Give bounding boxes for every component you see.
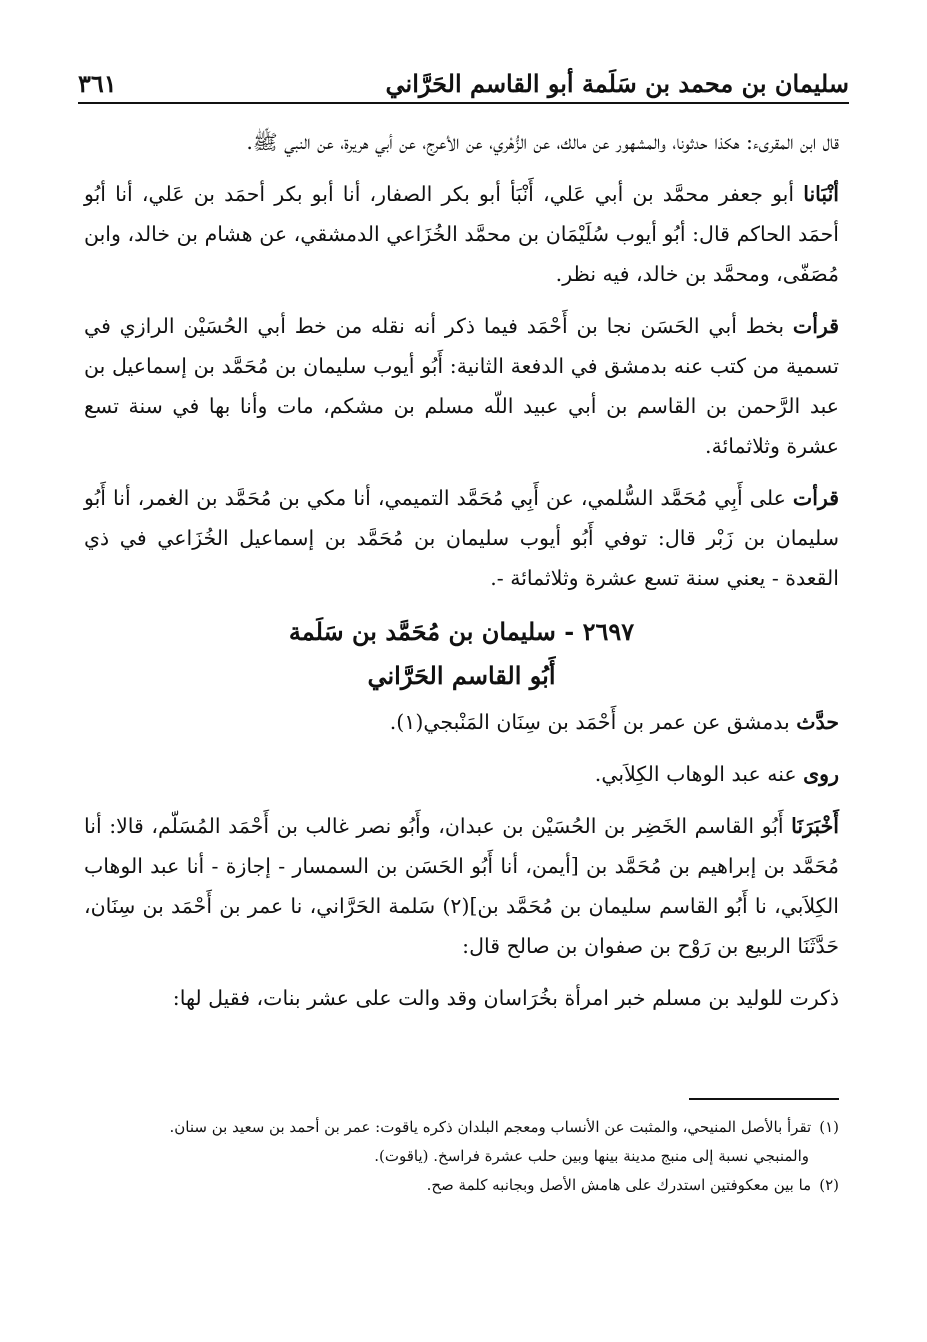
paragraph-text: أبو جعفر محمَّد بن أبي عَلي، أَنْبَأ أبو بكر الصفار، أنا أبو بكر أحمَد بن عَلي، أنا أبُو أحمَد الحاكم قال: أبُو أيوب سُلَيْمَان بن محمَّد الخُزَاعي الدمشقي، عن هشام بن خالد، وابن مُصَفّى، ومحمَّد بن خالد، فيه نظر. [84,182,839,286]
footnote-2 [84,1172,839,1199]
paragraph-text: بخط أبي الحَسَن نجا بن أَحْمَد فيما ذكر أنه نقله من خط أبي الحُسَيْن الرازي في تسمية من كتب عنه بدمشق في الدفعة الثانية: أَبُو أيوب سليمان بن مُحَمَّد بن إسماعيل بن عبد الرَّحمن بن القاسم بن أبي عبيد اللّه مسلم بن مشكم، مات وأنا بها في سنة تسع عشرة وثلاثمائة. [84,314,839,458]
footnote-text: تقرأ بالأصل المنيحي، والمثبت عن الأنساب ومعجم البلدان ذكره ياقوت: عمر بن أحمد بن سعيد بن سنان. [169,1118,812,1136]
paragraph-text-continued: (٢) سَلمة الحَرَّاني، نا عمر بن أَحْمَد بن سِنَان، حَدَّثَنَا الربيع بن رَوْح بن صفوان بن صالح قال: [84,894,839,958]
paragraph-4 [84,478,839,598]
footnote-text: ما بين معكوفتين استدرك على هامش الأصل وبجانبه كلمة صح. [426,1176,812,1194]
entry-paragraph-1 [84,702,839,742]
main-text [84,122,839,1030]
paragraph-2 [84,174,839,294]
footnote-divider [689,1098,839,1100]
paragraph-1 [84,122,839,162]
entry-paragraph-4 [84,978,839,1018]
page-header [78,58,849,104]
paragraph-text: على أَبِي مُحَمَّد السُّلمي، عن أَبِي مُحَمَّد التميمي، أنا مكي بن مُحَمَّد بن الغمر، أنا أَبُو سليمان بن زَبْر قال: توفي أَبُو أيوب سليمان بن مُحَمَّد بن إسماعيل الخُزَاعي في ذي القعدة - يعني سنة تسع عشرة وثلاثمائة -. [84,486,839,590]
footnote-text: والمنبجي نسبة إلى منبج مدينة بينها وبين حلب عشرة فراسخ. (ياقوت). [374,1147,809,1165]
paragraph-lead: حدَّث [796,710,839,734]
footnotes [84,1098,839,1201]
paragraph-text: ذكرت للوليد بن مسلم خبر امرأة بخُرَاسان وقد والت على عشر بنات، فقيل لها: [172,986,839,1010]
paragraph-text: قال ابن المقرىء: هكذا حدثونا، والمشهور عن مالك، عن الزُّهْري، عن الأعرج، عن أبي هريرة، عن النبي ﷺ. [246,130,839,154]
footnote-ref: (١). [389,710,424,734]
paragraph-lead: قرأت [792,486,839,510]
entry-paragraph-3 [84,806,839,966]
paragraph-text: عنه عبد الوهاب الكِلاَبي. [594,762,804,786]
paragraph-lead: قرأت [792,314,839,338]
paragraph-3 [84,306,839,466]
footnote-number: (٢) [819,1176,839,1194]
entry-heading: ٢٦٩٧ - سليمان بن مُحَمَّد بن سَلَمة [288,617,635,646]
footnote-1 [84,1114,839,1141]
page-number: ٣٦١ [78,69,117,98]
running-title: سليمان بن محمد بن سَلَمة أبو القاسم الحَرَّاني [385,69,849,98]
footnote-1-continued [84,1143,839,1170]
paragraph-lead: أنْبَانا [803,182,839,206]
footnote-number: (١) [819,1118,839,1136]
paragraph-lead: روى [803,762,839,786]
paragraph-lead: أَخْبَرَنَا [791,814,839,838]
entry-subheading: أَبُو القاسم الحَرَّاني [367,661,556,690]
entry-paragraph-2 [84,754,839,794]
paragraph-text: أَبُو القاسم الخَضِر بن الحُسَيْن بن عبدان، وأَبُو نصر غالب بن أَحْمَد المُسَلّم، قالا: أنا مُحَمَّد بن إبراهيم بن مُحَمَّد بن [أيمن، أنا أَبُو الحَسَن بن السمسار - إجازة - أنا عبد الوهاب الكِلاَبي، نا أَبُو القاسم سليمان بن مُحَمَّد بن] [84,814,839,918]
paragraph-text: بدمشق عن عمر بن أَحْمَد بن سِنَان المَنْبجي [423,710,797,734]
